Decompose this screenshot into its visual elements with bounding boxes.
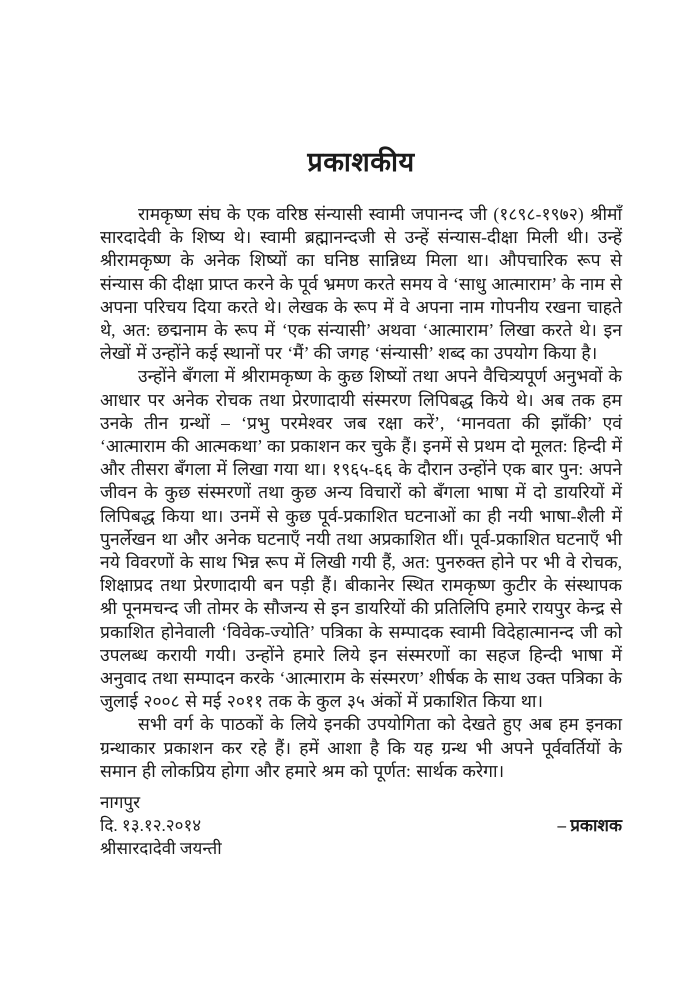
- footer-date: दि. १३.१२.२०१४: [100, 816, 202, 836]
- page-title: प्रकाशकीय: [307, 147, 415, 177]
- publisher-signature: – प्रकाशक: [557, 816, 622, 836]
- footer-occasion: श्रीसारदादेवी जयन्ती: [100, 839, 222, 859]
- paragraph-author-intro: रामकृष्ण संघ के एक वरिष्ठ संन्यासी स्वामी जपानन्द जी (१८९८-१९७२) श्रीमाँ सारदादेवी के शिष्य थे। स्वामी ब्रह्मानन्दजी से उन्हें संन्यास-दीक्षा मिली थी। उन्हें श्रीरामकृष्ण के अनेक शिष्यों का घनिष्ठ सान्निध्य मिला था। औपचारिक रूप से संन्यास की दीक्षा प्राप्त करने के पूर्व भ्रमण करते समय वे ‘साधु आत्माराम’ के नाम से अपना परिचय दिया करते थे। लेखक के रूप में वे अपना नाम गोपनीय रखना चाहते थे, अत: छद्मनाम के रूप में ‘एक संन्यासी’ अथवा ‘आत्माराम’ लिखा करते थे। इन लेखों में उन्होंने कई स्थानों पर ‘मैं’ की जगह ‘संन्यासी’ शब्द का उपयोग किया है।: [100, 204, 622, 364]
- footer: [100, 791, 622, 860]
- paragraph-publication-hope: सभी वर्ग के पाठकों के लिये इनकी उपयोगिता को देखते हुए अब हम इनका ग्रन्थाकार प्रकाशन कर रहे हैं। हमें आशा है कि यह ग्रन्थ भी अपने पूर्ववर्तियों के समान ही लोकप्रिय होगा और हमारे श्रम को पूर्णत: सार्थक करेगा।: [100, 714, 622, 781]
- paragraph-diaries-history: उन्होंने बँगला में श्रीरामकृष्ण के कुछ शिष्यों तथा अपने वैचित्र्यपूर्ण अनुभवों के आधार पर अनेक रोचक तथा प्रेरणादायी संस्मरण लिपिबद्ध किये थे। अब तक हम उनके तीन ग्रन्थों – ‘प्रभु परमेश्वर जब रक्षा करें’, ‘मानवता की झाँकी’ एवं ‘आत्माराम की आत्मकथा’ का प्रकाशन कर चुके हैं। इनमें से प्रथम दो मूलत: हिन्दी में और तीसरा बँगला में लिखा गया था। १९६५-६६ के दौरान उन्होंने एक बार पुन: अपने जीवन के कुछ संस्मरणों तथा कुछ अन्य विचारों को बँगला भाषा में दो डायरियों में लिपिबद्ध किया था। उनमें से कुछ पूर्व-प्रकाशित घटनाओं का ही नयी भाषा-शैली में पुनर्लेखन था और अनेक घटनाएँ नयी तथा अप्रकाशित थीं। पूर्व-प्रकाशित घटनाएँ भी नये विवरणों के साथ भिन्न रूप में लिखी गयी हैं, अत: पुनरुक्त होने पर भी वे रोचक, शिक्षाप्रद तथा प्रेरणादायी बन पड़ी हैं। बीकानेर स्थित रामकृष्ण कुटीर के संस्थापक श्री पूनमचन्द जी तोमर के सौजन्य से इन डायरियों की प्रतिलिपि हमारे रायपुर केन्द्र से प्रकाशित होनेवाली ‘विवेक-ज्योति’ पत्रिका के सम्पादक स्वामी विदेहात्मानन्द जी को उपलब्ध करायी गयी। उन्होंने हमारे लिये इन संस्मरणों का सहज हिन्दी भाषा में अनुवाद तथा सम्पादन करके ‘आत्माराम के संस्मरण’ शीर्षक के साथ उक्त पत्रिका के जुलाई २००८ से मई २०११ तक के कुल ३५ अंकों में प्रकाशित किया था।: [100, 366, 622, 712]
- footer-place: नागपुर: [100, 793, 141, 813]
- footer-left-block: [100, 791, 222, 860]
